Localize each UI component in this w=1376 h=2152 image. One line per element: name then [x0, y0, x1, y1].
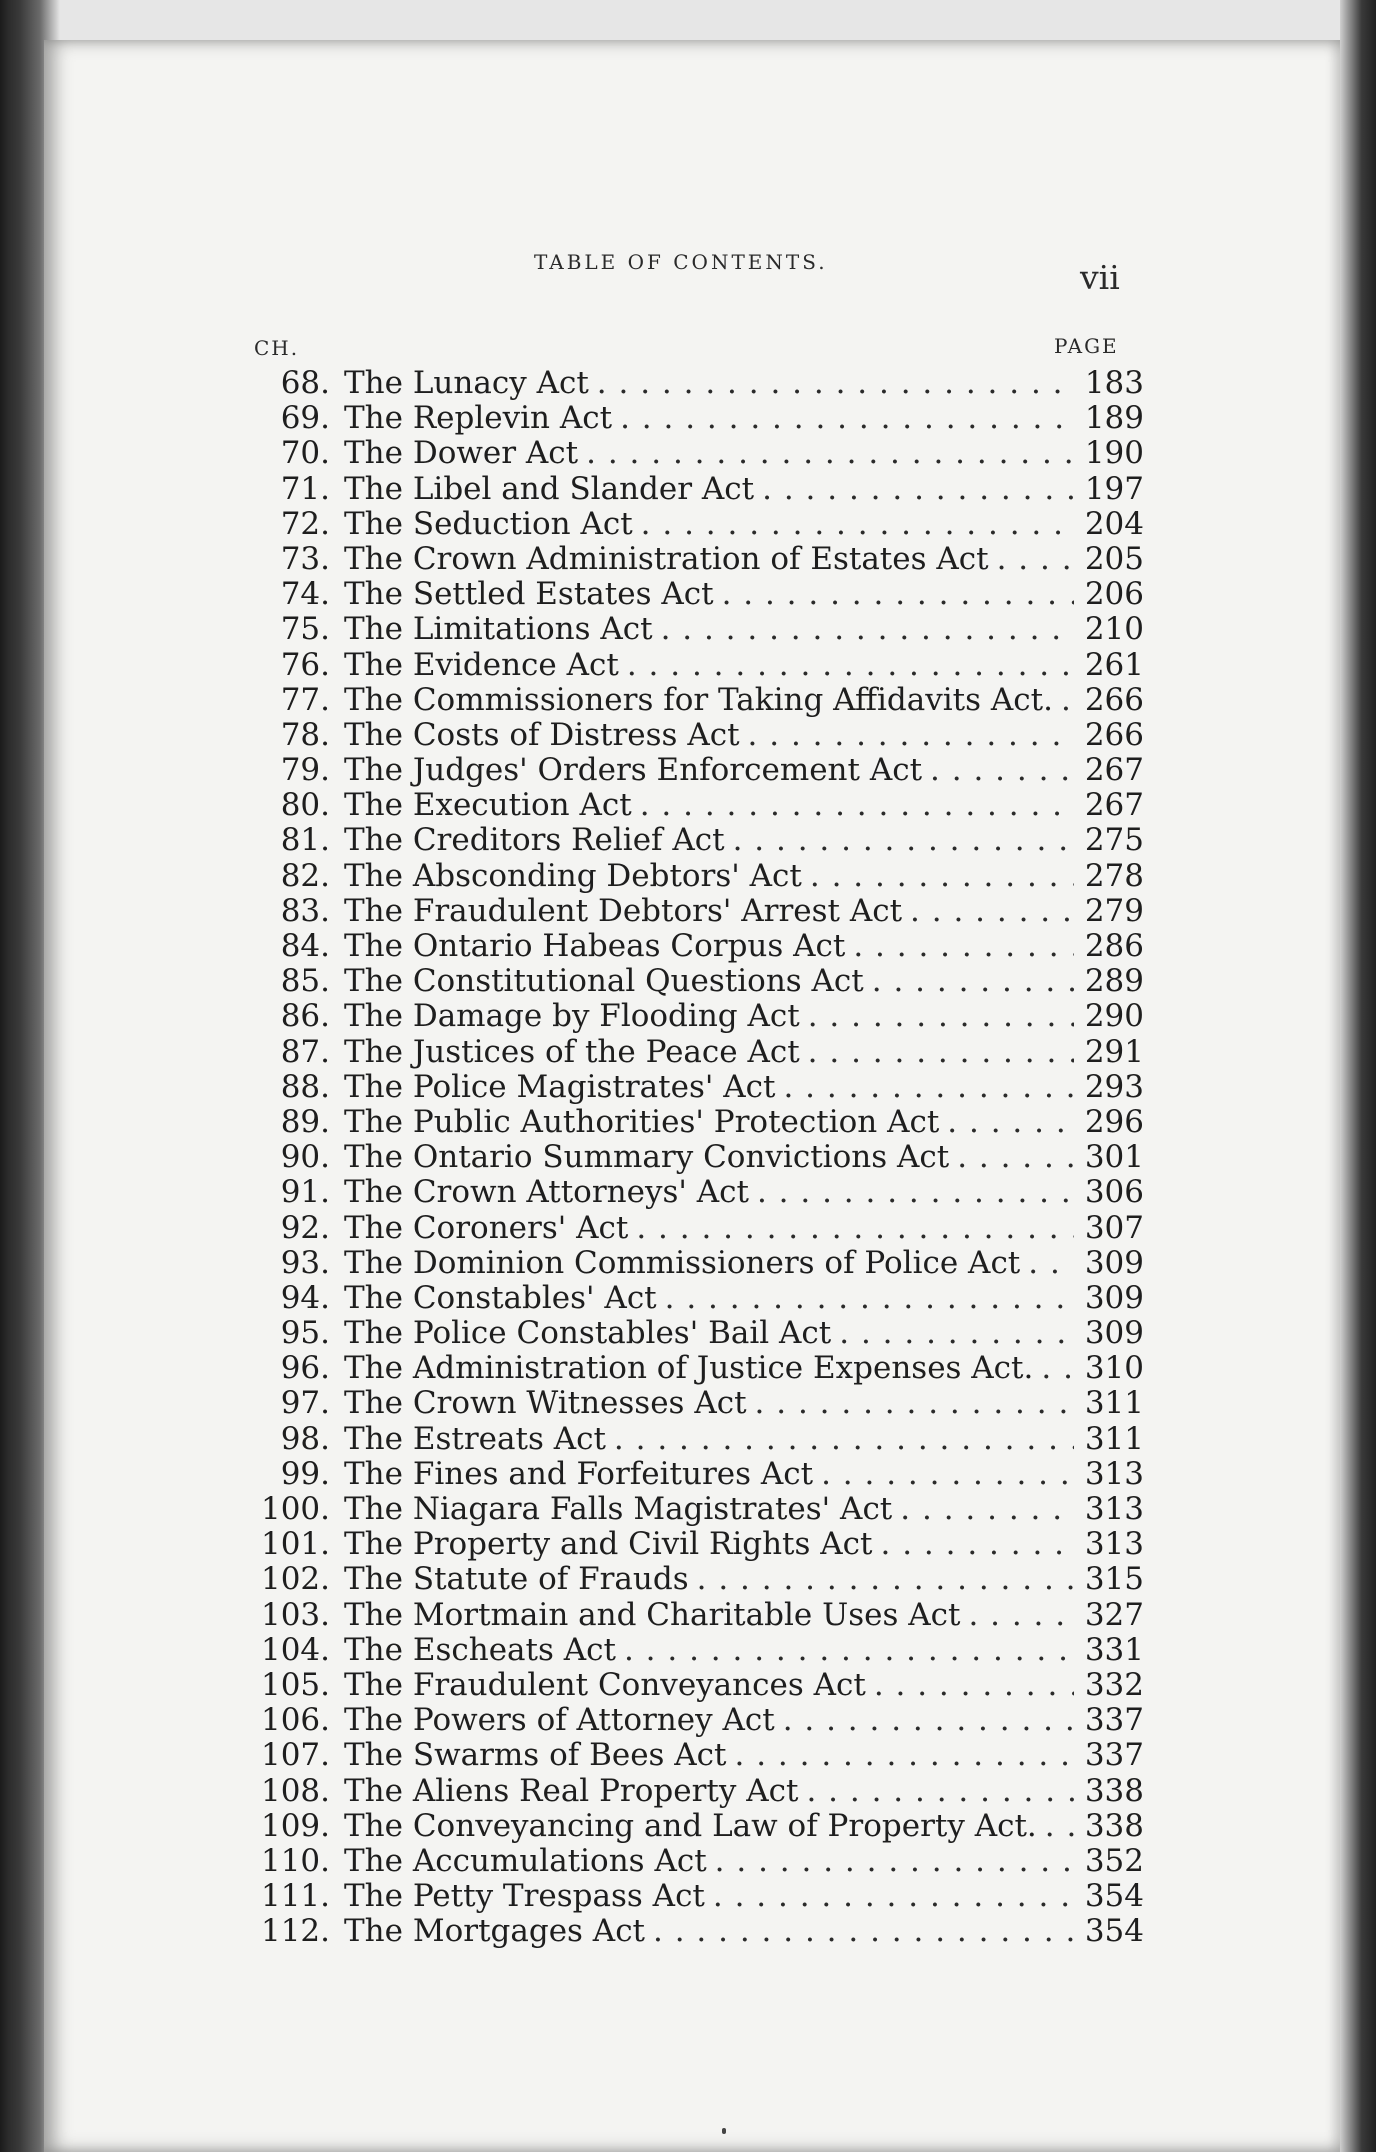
dot-leader: [624, 1632, 1074, 1668]
chapter-number: 71.: [280, 470, 330, 507]
act-title: The Constables' Act: [344, 1279, 657, 1316]
entry-page-number: 183: [1084, 365, 1144, 401]
entry-page-number: 313: [1084, 1455, 1144, 1492]
chapter-number: 80.: [280, 787, 330, 824]
chapter-number: 73.: [280, 540, 330, 577]
act-title: The Statute of Frauds: [344, 1561, 689, 1598]
page-number: vii: [1080, 258, 1120, 297]
act-title: The Judges' Orders Enforcement Act: [344, 752, 923, 789]
entry-page-number: 354: [1084, 1878, 1144, 1915]
dot-leader: [853, 928, 1074, 964]
entry-page-number: 332: [1084, 1666, 1144, 1703]
toc-entry: [244, 1385, 1144, 1420]
toc-entry: [244, 1210, 1144, 1245]
act-title: The Lunacy Act: [344, 365, 589, 401]
toc-entry: [244, 752, 1144, 787]
chapter-number: 107.: [260, 1737, 330, 1774]
dot-leader: [722, 576, 1074, 612]
toc-entry: [244, 1597, 1144, 1632]
dot-leader: [808, 998, 1074, 1034]
chapter-number: 75.: [280, 611, 330, 648]
dot-leader: [697, 1561, 1074, 1597]
act-title: The Ontario Habeas Corpus Act: [344, 928, 846, 964]
dot-leader: [839, 1315, 1074, 1351]
toc-entry: [244, 717, 1144, 752]
dot-leader: [957, 1139, 1074, 1175]
act-title: The Police Constables' Bail Act: [344, 1315, 832, 1352]
entry-page-number: 291: [1084, 1033, 1144, 1070]
entry-page-number: 315: [1084, 1561, 1144, 1598]
act-title: The Creditors Relief Act: [344, 822, 725, 859]
chapter-number: 74.: [280, 576, 330, 613]
act-title: The Accumulations Act: [344, 1842, 707, 1879]
page-edge-shadow: [1340, 0, 1376, 2152]
dot-leader: [1041, 1350, 1074, 1386]
dot-leader: [783, 1069, 1074, 1105]
toc-entry: [244, 1878, 1144, 1913]
chapter-number: 100.: [260, 1491, 330, 1527]
chapter-number: 104.: [260, 1631, 330, 1668]
act-title: The Property and Civil Rights Act: [344, 1526, 873, 1563]
entry-page-number: 279: [1084, 892, 1144, 929]
act-title: The Police Magistrates' Act: [344, 1068, 776, 1105]
dot-leader: [748, 717, 1074, 753]
chapter-number: 85.: [280, 963, 330, 1000]
act-title: The Niagara Falls Magistrates' Act: [344, 1491, 893, 1527]
toc-entry: [244, 822, 1144, 857]
dot-leader: [614, 1421, 1074, 1457]
entry-page-number: 327: [1084, 1596, 1144, 1633]
act-title: The Seduction Act: [344, 505, 633, 542]
dot-leader: [783, 1702, 1074, 1738]
entry-page-number: 337: [1084, 1737, 1144, 1774]
chapter-number: 84.: [280, 928, 330, 964]
entry-page-number: 261: [1084, 646, 1144, 683]
chapter-number: 96.: [280, 1350, 330, 1387]
entry-page-number: 313: [1084, 1526, 1144, 1563]
entry-page-number: 307: [1084, 1209, 1144, 1246]
entry-page-number: 309: [1084, 1244, 1144, 1281]
toc-entry: [244, 1843, 1144, 1878]
dot-leader: [641, 506, 1074, 542]
dot-leader: [620, 400, 1074, 436]
dot-leader: [755, 1385, 1074, 1421]
toc-entry: [244, 858, 1144, 893]
act-title: The Petty Trespass Act: [344, 1878, 705, 1915]
book-page: [44, 40, 1340, 2152]
dot-leader: [880, 1526, 1074, 1562]
act-title: The Damage by Flooding Act: [344, 998, 800, 1035]
entry-page-number: 338: [1084, 1807, 1144, 1844]
act-title: The Fines and Forfeitures Act: [344, 1455, 814, 1492]
act-title: The Execution Act: [344, 787, 632, 824]
chapter-number: 90.: [280, 1139, 330, 1176]
act-title: The Absconding Debtors' Act: [344, 857, 802, 894]
entry-page-number: 266: [1084, 716, 1144, 753]
toc-entry: [244, 435, 1144, 470]
dot-leader: [968, 1597, 1074, 1633]
chapter-number: 105.: [260, 1666, 330, 1703]
dot-leader: [821, 1456, 1074, 1492]
chapter-number: 98.: [280, 1420, 330, 1457]
act-title: The Replevin Act: [344, 400, 613, 437]
dot-leader: [900, 1491, 1074, 1527]
entry-page-number: 205: [1084, 540, 1144, 577]
toc-entry: [244, 1034, 1144, 1069]
toc-entry: [244, 541, 1144, 576]
ink-speck: [722, 2128, 726, 2134]
entry-page-number: 289: [1084, 963, 1144, 1000]
act-title: The Libel and Slander Act: [344, 470, 755, 507]
chapter-number: 92.: [280, 1209, 330, 1246]
chapter-number: 95.: [280, 1315, 330, 1352]
entry-page-number: 210: [1084, 611, 1144, 648]
chapter-column-heading: CH.: [254, 336, 300, 360]
act-title: The Aliens Real Property Act: [344, 1772, 799, 1809]
toc-entry: [244, 1667, 1144, 1702]
dot-leader: [661, 611, 1074, 647]
entry-page-number: 266: [1084, 681, 1144, 718]
act-title: The Escheats Act: [344, 1631, 616, 1668]
chapter-number: 72.: [280, 505, 330, 542]
toc-entry: [244, 1421, 1144, 1456]
dot-leader: [713, 1878, 1074, 1914]
chapter-number: 109.: [260, 1807, 330, 1844]
toc-entry: [244, 1104, 1144, 1139]
dot-leader: [715, 1843, 1074, 1879]
entry-page-number: 278: [1084, 857, 1144, 894]
dot-leader: [586, 435, 1074, 471]
chapter-number: 110.: [260, 1842, 330, 1879]
chapter-number: 112.: [260, 1913, 330, 1950]
toc-entry: [244, 365, 1144, 400]
toc-entry: [244, 400, 1144, 435]
act-title: The Constitutional Questions Act: [344, 963, 864, 1000]
entry-page-number: 286: [1084, 928, 1144, 964]
entry-page-number: 306: [1084, 1174, 1144, 1211]
act-title: The Fraudulent Debtors' Arrest Act: [344, 892, 903, 929]
act-title: The Mortgages Act: [344, 1913, 646, 1950]
toc-entry: [244, 1315, 1144, 1350]
act-title: The Limitations Act: [344, 611, 653, 648]
entry-page-number: 197: [1084, 470, 1144, 507]
chapter-number: 93.: [280, 1244, 330, 1281]
act-title: The Dower Act: [344, 435, 579, 472]
dot-leader: [810, 858, 1074, 894]
chapter-number: 94.: [280, 1279, 330, 1316]
dot-leader: [1028, 1245, 1074, 1281]
toc-entry: [244, 1350, 1144, 1385]
dot-leader: [636, 1210, 1074, 1246]
toc-entry: [244, 1280, 1144, 1315]
dot-leader: [735, 1737, 1074, 1773]
toc-entry: [244, 1526, 1144, 1561]
act-title: The Swarms of Bees Act: [344, 1737, 727, 1774]
toc-entry: [244, 506, 1144, 541]
entry-page-number: 352: [1084, 1842, 1144, 1879]
entry-page-number: 296: [1084, 1103, 1144, 1140]
entry-page-number: 267: [1084, 752, 1144, 789]
toc-entry: [244, 1245, 1144, 1280]
act-title: The Estreats Act: [344, 1420, 606, 1457]
act-title: The Crown Witnesses Act: [344, 1385, 747, 1422]
dot-leader: [808, 1034, 1074, 1070]
act-title: The Dominion Commissioners of Police Act: [344, 1244, 1021, 1281]
entry-page-number: 309: [1084, 1279, 1144, 1316]
entry-page-number: 354: [1084, 1913, 1144, 1950]
act-title: The Settled Estates Act: [344, 576, 714, 613]
act-title: The Powers of Attorney Act: [344, 1702, 775, 1739]
chapter-number: 89.: [280, 1103, 330, 1140]
chapter-number: 83.: [280, 892, 330, 929]
entry-page-number: 189: [1084, 400, 1144, 437]
chapter-number: 99.: [280, 1455, 330, 1492]
entry-page-number: 206: [1084, 576, 1144, 613]
entry-page-number: 190: [1084, 435, 1144, 472]
chapter-number: 69.: [280, 400, 330, 437]
toc-entry: [244, 647, 1144, 682]
act-title: The Justices of the Peace Act: [344, 1033, 800, 1070]
chapter-number: 70.: [280, 435, 330, 472]
act-title: The Commissioners for Taking Affidavits Act.: [344, 681, 1053, 718]
entry-page-number: 267: [1084, 787, 1144, 824]
toc-entry: [244, 963, 1144, 998]
act-title: The Mortmain and Charitable Uses Act: [344, 1596, 961, 1633]
toc-entry: [244, 928, 1144, 963]
toc-entry: [244, 1456, 1144, 1491]
chapter-number: 106.: [260, 1702, 330, 1739]
toc-entry: [244, 1491, 1144, 1526]
chapter-number: 101.: [260, 1526, 330, 1563]
entry-page-number: 275: [1084, 822, 1144, 859]
toc-entry: [244, 1069, 1144, 1104]
chapter-number: 78.: [280, 716, 330, 753]
toc-entry: [244, 1808, 1144, 1843]
entry-page-number: 337: [1084, 1702, 1144, 1739]
entry-page-number: 331: [1084, 1631, 1144, 1668]
chapter-number: 103.: [260, 1596, 330, 1633]
entry-page-number: 311: [1084, 1420, 1144, 1457]
act-title: The Crown Attorneys' Act: [344, 1174, 749, 1211]
toc-entry: [244, 1561, 1144, 1596]
entry-page-number: 310: [1084, 1350, 1144, 1387]
dot-leader: [997, 541, 1074, 577]
dot-leader: [930, 752, 1074, 788]
entry-page-number: 301: [1084, 1139, 1144, 1176]
toc-entry: [244, 998, 1144, 1033]
entry-page-number: 338: [1084, 1772, 1144, 1809]
chapter-number: 76.: [280, 646, 330, 683]
entry-page-number: 311: [1084, 1385, 1144, 1422]
chapter-number: 82.: [280, 857, 330, 894]
chapter-number: 68.: [280, 365, 330, 401]
chapter-number: 91.: [280, 1174, 330, 1211]
dot-leader: [910, 893, 1074, 929]
dot-leader: [757, 1174, 1074, 1210]
act-title: The Fraudulent Conveyances Act: [344, 1666, 866, 1703]
toc-entry: [244, 611, 1144, 646]
dot-leader: [597, 365, 1074, 401]
act-title: The Ontario Summary Convictions Act: [344, 1139, 950, 1176]
act-title: The Conveyancing and Law of Property Act.: [344, 1807, 1037, 1844]
act-title: The Costs of Distress Act: [344, 716, 740, 753]
dot-leader: [762, 471, 1074, 507]
toc-entry: [244, 1702, 1144, 1737]
chapter-number: 108.: [260, 1772, 330, 1809]
chapter-number: 81.: [280, 822, 330, 859]
table-of-contents: [244, 365, 1144, 1948]
chapter-number: 79.: [280, 752, 330, 789]
chapter-number: 86.: [280, 998, 330, 1035]
chapter-number: 88.: [280, 1068, 330, 1105]
toc-entry: [244, 682, 1144, 717]
toc-entry: [244, 787, 1144, 822]
page-column-heading: PAGE: [1054, 334, 1119, 358]
toc-entry: [244, 1913, 1144, 1948]
dot-leader: [733, 822, 1074, 858]
toc-entry: [244, 1632, 1144, 1667]
entry-page-number: 313: [1084, 1491, 1144, 1527]
chapter-number: 97.: [280, 1385, 330, 1422]
entry-page-number: 204: [1084, 505, 1144, 542]
toc-entry: [244, 576, 1144, 611]
dot-leader: [806, 1773, 1074, 1809]
dot-leader: [872, 963, 1074, 999]
chapter-number: 102.: [260, 1561, 330, 1598]
toc-entry: [244, 893, 1144, 928]
entry-page-number: 309: [1084, 1315, 1144, 1352]
running-header: TABLE OF CONTENTS.: [534, 250, 828, 274]
entry-page-number: 293: [1084, 1068, 1144, 1105]
dot-leader: [653, 1913, 1074, 1949]
toc-entry: [244, 471, 1144, 506]
dot-leader: [1061, 682, 1074, 718]
dot-leader: [1045, 1808, 1074, 1844]
dot-leader: [627, 647, 1074, 683]
chapter-number: 77.: [280, 681, 330, 718]
entry-page-number: 290: [1084, 998, 1144, 1035]
toc-entry: [244, 1737, 1144, 1772]
toc-entry: [244, 1139, 1144, 1174]
toc-entry: [244, 1174, 1144, 1209]
chapter-number: 111.: [260, 1878, 330, 1915]
dot-leader: [947, 1104, 1074, 1140]
dot-leader: [874, 1667, 1074, 1703]
act-title: The Crown Administration of Estates Act: [344, 540, 989, 577]
act-title: The Evidence Act: [344, 646, 619, 683]
dot-leader: [665, 1280, 1074, 1316]
act-title: The Administration of Justice Expenses Act.: [344, 1350, 1034, 1387]
act-title: The Public Authorities' Protection Act: [344, 1103, 940, 1140]
chapter-number: 87.: [280, 1033, 330, 1070]
toc-entry: [244, 1773, 1144, 1808]
dot-leader: [640, 787, 1074, 823]
act-title: The Coroners' Act: [344, 1209, 629, 1246]
